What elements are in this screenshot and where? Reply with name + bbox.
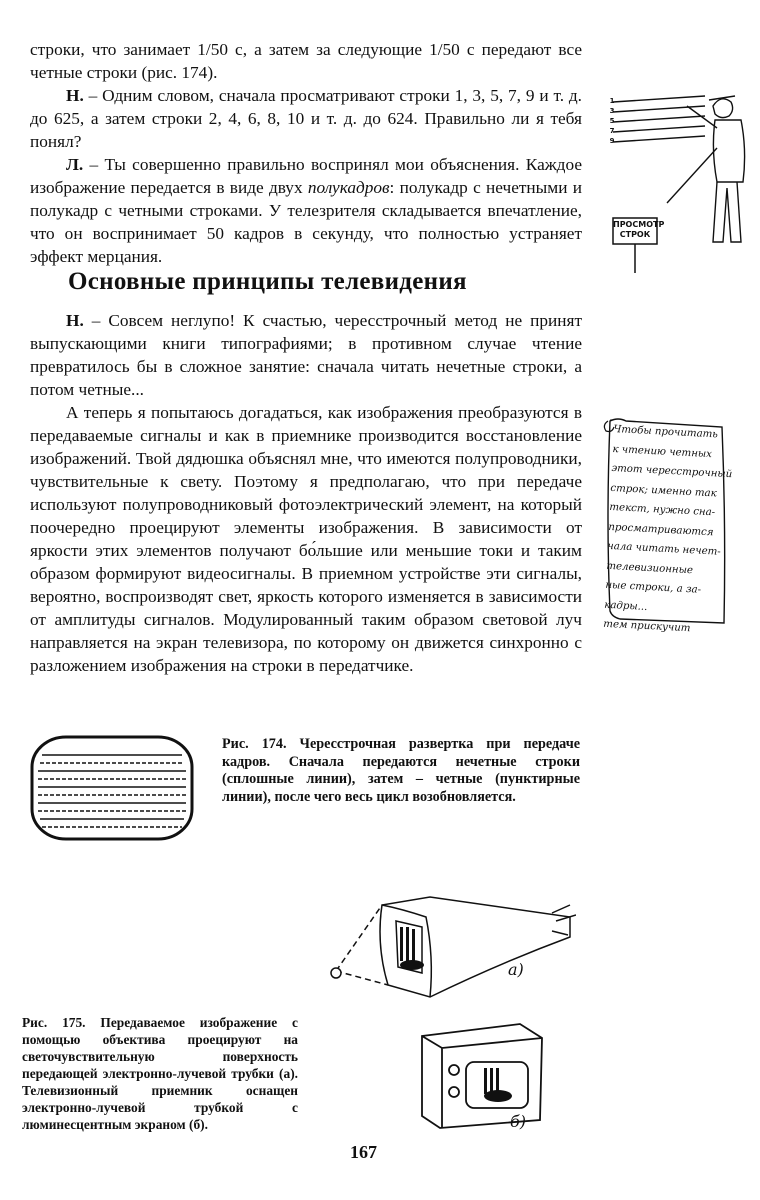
- speaker-n: Н.: [66, 86, 84, 105]
- paragraph-n-question: [30, 84, 582, 153]
- figure-175-text: Передаваемое изображение с помощью объектива проецируют на светочувствительную поверхность передающей электронно-лучевой трубки (а). Телевизионный приемник оснащен электронно-лучевой трубкой с люминесцентным экраном (б).: [22, 1015, 299, 1132]
- paragraph-n-remark: [30, 309, 582, 401]
- page-number: 167: [350, 1142, 377, 1162]
- paragraph-l-answer: [30, 153, 582, 268]
- handwritten-note: [600, 420, 733, 635]
- figure-175-caption: [22, 1014, 298, 1133]
- section-title: Основные принципы телевидения: [68, 268, 467, 295]
- mark-a: а): [508, 960, 524, 979]
- figure-174-text: Чересстрочная развертка при передаче кадров. Сначала передаются нечетные строки (сплошные линии), затем – четные (пунктирные линии), после чего весь цикл возобновляется.: [222, 736, 581, 805]
- tv-receiver-figure: [418, 1020, 548, 1130]
- main-text-block: [30, 309, 582, 677]
- mark-b: б): [510, 1112, 527, 1131]
- speaker-l: Л.: [66, 155, 84, 174]
- figure-175-label: Рис. 175.: [22, 1015, 86, 1030]
- paragraph-text: – Ты совершенно правильно воспринял мои объяснения. Каждое изображение передается в виде двух: [30, 155, 582, 197]
- top-text-block: [30, 38, 582, 268]
- note-text: Чтобы прочитать к чтению четных этот чересстрочный строк; именно так текст, нужно сна- просматриваются чала читать нечет- телевизионные ные строки, а за- кадры... тем прискучит: [603, 423, 733, 635]
- figure-174-label: Рис. 174.: [222, 736, 287, 752]
- paragraph-continuation: строки, что занимает 1/50 с, а затем за следующие 1/50 с передают все четные строки (рис. 174).: [30, 40, 582, 82]
- paragraph-text: – Совсем неглупо! К счастью, чересстрочный метод не принят выпускающими книги типографиями; в противном случае чтение превратилось бы в сложное занятие: сначала читать нечетные строки, а потом четные...: [30, 311, 582, 399]
- sign-label: ПРОСМОТР СТРОК: [613, 220, 665, 239]
- paragraph-text: : полукадр с нечетными и полукадр с четными строками. У телезрителя складывается впечатление, что он воспринимает 50 кадров в секунду, что полностью устраняет эффект мерцания.: [30, 178, 582, 266]
- speaker-n: Н.: [66, 311, 84, 330]
- italic-term: полукадров: [307, 178, 390, 197]
- camera-tube-figure: [326, 885, 576, 1005]
- pointer-man-illustration: [605, 88, 755, 278]
- interlaced-screen-figure: [28, 733, 198, 843]
- figure-174-caption: [222, 736, 580, 806]
- paragraph-explanation: А теперь я попытаюсь догадаться, как изображения преобразуются в передаваемые сигналы и как в приемнике производится восстановление изображений. Твой дядюшка объяснял мне, что имеются полупроводники, чувствительные к свету. Поэтому я предполагаю, что при передаче используют полупроводниковый фотоэлектрический элемент, на который поочередно проецируют элементы изображения. В зависимости от яркости этих элементов получают бо́льшие или меньшие токи и таким образом формируют видеосигналы. В приемном устройстве эти сигналы, вероятно, воспроизводят свет, яркость которого изменяется в зависимости от амплитуды сигналов. Модулированный таким образом световой луч направляется на экран телевизора, по которому он движется синхронно с разложением изображения на строки в передатчике.: [30, 403, 582, 675]
- sign-numbers: 1 3 5 7 9: [609, 97, 615, 145]
- paragraph-text: – Одним словом, сначала просматривают строки 1, 3, 5, 7, 9 и т. д. до 625, а затем строки 2, 4, 6, 8, 10 и т. д. до 624. Правильно ли я тебя понял?: [30, 86, 582, 151]
